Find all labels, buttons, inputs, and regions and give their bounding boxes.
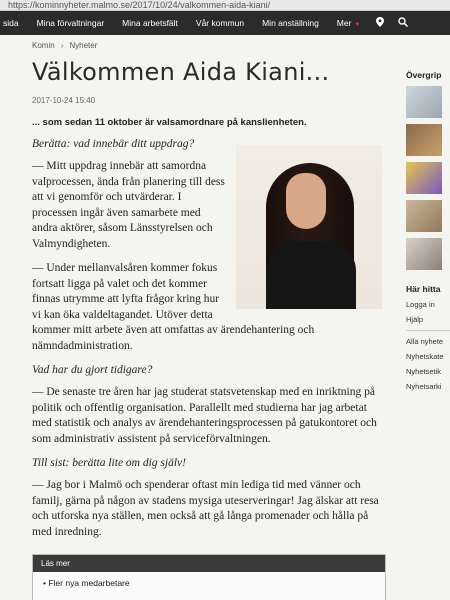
nav-more-label: Mer xyxy=(336,18,352,28)
paragraph-4: — Jag bor i Malmö och spenderar oftast min lediga tid med vänner och familj, gärna på någon av stadens mysiga uteserveringar! Jag älskar att resa och utforska nya ställen, men också att gå långa promenader och hålla på med inredning. xyxy=(32,479,379,538)
sidebar-thumb-4[interactable] xyxy=(406,200,442,232)
photo-body xyxy=(266,241,356,309)
publish-date: 2017-10-24 15:40 xyxy=(32,96,96,105)
article-lead: ... som sedan 11 oktober är valsamordnare på kanslienheten. xyxy=(32,117,307,128)
chevron-right-icon: › xyxy=(60,41,64,50)
sidebar-link-news-categories[interactable]: Nyhetskate xyxy=(406,352,444,361)
portrait-photo xyxy=(236,145,382,309)
paragraph-2b: kommer mitt arbete även att omfattas av ärendehantering och nämndadministration. xyxy=(32,324,315,352)
breadcrumb xyxy=(32,41,97,50)
nav-item-my-departments[interactable]: Mina förvaltningar xyxy=(36,18,105,28)
question-3: Till sist: berätta lite om dig själv! xyxy=(32,457,186,469)
url-text: https://kominnyheter.malmo.se/2017/10/24/valkommen-aida-kiani/ xyxy=(8,0,271,10)
read-more-link[interactable]: Fler nya medarbetare xyxy=(48,578,130,588)
chevron-down-icon: ▼ xyxy=(354,22,361,28)
sidebar-link-news-archive[interactable]: Nyhetsarki xyxy=(406,382,442,391)
page-title: Välkommen Aida Kiani... xyxy=(32,58,330,86)
sidebar xyxy=(406,64,450,391)
sidebar-thumb-2[interactable] xyxy=(406,124,442,156)
nav-item-more[interactable] xyxy=(328,18,370,28)
sidebar-heading-overview: Övergrip xyxy=(406,70,442,80)
breadcrumb-nyheter[interactable]: Nyheter xyxy=(69,41,98,50)
sidebar-link-help[interactable]: Hjälp xyxy=(406,315,424,324)
nav-item-my-employment[interactable]: Min anställning xyxy=(262,18,319,28)
photo-face xyxy=(286,173,326,229)
paragraph-3: — De senaste tre åren har jag studerat statsvetenskap med en inriktning på politik och offentlig organisation. Parallellt med studierna har jag arbetat med statistik och analys av ärendehanteringsprocessen på gatukontoret och som administrativ assistent på serviceförvaltningen. xyxy=(32,386,377,445)
search-icon[interactable] xyxy=(391,17,415,29)
paragraph-2a: — Under mellanvalsåren kommer fokus fortsatt ligga på valet och det kommer finnas utrymme att lyfta frågor kring hur vi kan öka valdeltagandet. Utöver detta xyxy=(32,262,220,321)
sidebar-link-all-news[interactable]: Alla nyhete xyxy=(406,337,444,346)
nav-item-start[interactable]: sida xyxy=(3,18,19,28)
nav-item-my-work-areas[interactable]: Mina arbetsfält xyxy=(122,18,178,28)
read-more-header: Läs mer xyxy=(33,555,385,572)
sidebar-heading-find: Här hitta xyxy=(406,284,441,294)
read-more-item[interactable]: • Fler nya medarbetare xyxy=(43,578,130,588)
sidebar-link-login[interactable]: Logga in xyxy=(406,300,435,309)
read-more-box xyxy=(32,554,386,600)
sidebar-divider xyxy=(406,330,450,331)
sidebar-link-news-ethics[interactable]: Nyhetsetik xyxy=(406,367,442,376)
location-icon[interactable] xyxy=(369,17,391,29)
sidebar-thumb-3[interactable] xyxy=(406,162,442,194)
question-2: Vad har du gjort tidigare? xyxy=(32,364,153,376)
paragraph-1: — Mitt uppdrag innebär att samordna valprocessen, ända från planering till dess att vi genomför och utvärderar. I processen ingår även samarbete med andra aktörer, såsom Länsstyrelsen och Valmyndigheten. xyxy=(32,160,225,250)
nav-item-our-municipality[interactable]: Vår kommun xyxy=(195,18,245,28)
main-nav xyxy=(0,11,450,35)
question-1: Berätta: vad innebär ditt uppdrag? xyxy=(32,138,195,150)
breadcrumb-komin[interactable]: Komin xyxy=(32,41,55,50)
sidebar-thumb-5[interactable] xyxy=(406,238,442,270)
address-bar[interactable] xyxy=(0,0,450,11)
sidebar-thumb-1[interactable] xyxy=(406,86,442,118)
